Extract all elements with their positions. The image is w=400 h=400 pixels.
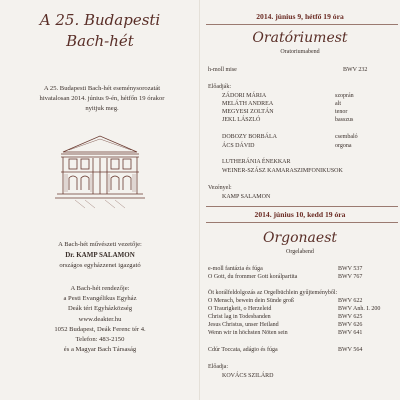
- work-bwv: BWV 564: [338, 347, 363, 353]
- artistic-director: [0, 240, 200, 271]
- intro-line: hivatalosan 2014. június 9-én, hétfőn 19 órakor: [39, 95, 165, 102]
- chorale-bwv: BWV 641: [338, 330, 363, 336]
- soloist-name: JEKL LÁSZLÓ: [222, 117, 261, 123]
- soloist-name: MELÁTH ANDREA: [222, 101, 274, 107]
- conductor-label-row: [208, 184, 398, 192]
- ensemble-name: WEINER-SZÁSZ KAMARASZIMFONIKUSOK: [222, 168, 343, 174]
- soloist-name: MEGYESI ZOLTÁN: [222, 109, 274, 115]
- chorale-bwv: BWV 622: [338, 298, 363, 304]
- organizer-line: és a Magyar Bach Társaság: [63, 346, 137, 354]
- director-name: Dr. KAMP SALAMON: [65, 251, 135, 259]
- concert1-subtitle: Oratoriumabend: [280, 49, 320, 55]
- performers-label: [208, 83, 398, 91]
- work-title: e-moll fantázia és fúga: [208, 266, 263, 272]
- ensemble-row: [208, 167, 398, 175]
- chorale-title: Jesus Christus, unser Heiland: [208, 322, 279, 328]
- intro-line: nyitjuk meg.: [85, 105, 119, 112]
- soloist-row: [208, 116, 398, 124]
- instrumentalist-name: ÁCS DÁVID: [222, 143, 255, 149]
- intro-text: [14, 84, 190, 114]
- soloist-voice: basszus: [335, 117, 354, 123]
- festival-title-line2: Bach-hét: [66, 32, 134, 50]
- divider: [206, 206, 398, 207]
- intro-line: A 25. Budapesti Bach-hét eseménysorozatát: [43, 85, 161, 92]
- chorale-bwv: BWV Anh. I. 200: [338, 306, 381, 312]
- soloist-voice: tenor: [335, 109, 348, 115]
- work-bwv: BWV 232: [343, 67, 368, 73]
- work-bwv: BWV 767: [338, 274, 363, 280]
- work-row: [208, 265, 398, 273]
- work-bwv: BWV 537: [338, 266, 363, 272]
- concert1-date: 2014. június 9, hétfő 19 óra: [256, 12, 344, 21]
- organizer-line: a Pesti Evangélikus Egyház: [63, 295, 137, 303]
- organizer-line: www.deakter.hu: [78, 315, 122, 323]
- ensemble-row: [208, 158, 398, 166]
- soloist-row: [208, 108, 398, 116]
- director-intro: A Bach-hét művészeti vezetője:: [58, 241, 142, 248]
- performer-label: Előadja:: [208, 364, 228, 370]
- concert1-title: Oratóriumest: [252, 30, 348, 46]
- performer-label-row: [208, 363, 398, 371]
- performers-label-text: Előadják:: [208, 84, 231, 90]
- organizer-line: Telefon: 483-2150: [75, 336, 125, 344]
- conductor-row: [208, 193, 398, 201]
- chorales-intro: Öt korálfeldolgozás az Orgelbüchlein gyűjteményből:: [208, 290, 338, 296]
- conductor-name: KAMP SALAMON: [222, 194, 271, 200]
- chorale-row: [208, 329, 398, 337]
- chorale-title: O Mensch, bewein dein Sünde groß: [208, 298, 294, 304]
- conductor-label: Vezényel:: [208, 185, 232, 191]
- instrumentalist-row: [208, 142, 398, 150]
- instrumentalist-instrument: csembaló: [335, 134, 358, 140]
- soloist-name: ZÁDORI MÁRIA: [222, 93, 267, 99]
- work-row: [208, 66, 398, 74]
- soloist-voice: szoprán: [335, 93, 354, 99]
- concert2-subtitle: Orgelabend: [286, 249, 314, 255]
- work-title: Cdúr Toccata, adágio és fúga: [208, 347, 278, 353]
- work-title: h-moll mise: [208, 67, 237, 73]
- chorales-intro-row: [208, 289, 398, 297]
- instrumentalist-name: DOBOZY BORBÁLA: [222, 134, 277, 140]
- festival-title-line1: A 25. Budapesti: [39, 11, 161, 29]
- divider: [206, 222, 398, 223]
- concert2-title: Orgonaest: [262, 230, 338, 246]
- performer-row: [208, 372, 398, 380]
- chorale-row: [208, 305, 398, 313]
- director-role: országos egyházzenei igazgató: [59, 262, 141, 269]
- chorale-title: Christ lag in Todesbanden: [208, 314, 271, 320]
- chorale-row: [208, 313, 398, 321]
- organizer-line: 1052 Budapest, Deák Ferenc tér 4.: [54, 325, 146, 333]
- soloist-voice: alt: [335, 101, 341, 107]
- chorale-bwv: BWV 625: [338, 314, 363, 320]
- church-illustration: [55, 128, 145, 210]
- right-panel: [200, 0, 400, 400]
- work-title: O Gott, du frommer Gott korálpartita: [208, 274, 298, 280]
- instrumentalist-row: [208, 133, 398, 141]
- chorale-bwv: BWV 626: [338, 322, 363, 328]
- ensemble-name: LUTHERÁNIA ÉNEKKAR: [222, 159, 291, 165]
- organizers-intro: A Bach-hét rendezője:: [70, 285, 130, 292]
- concert2-date: 2014. június 10, kedd 19 óra: [254, 210, 346, 219]
- organizer-line: Deák téri Egyházközség: [67, 305, 133, 313]
- chorale-row: [208, 321, 398, 329]
- instrumentalist-instrument: orgona: [335, 143, 352, 149]
- soloist-row: [208, 100, 398, 108]
- work-row: [208, 273, 398, 281]
- work-row: [208, 346, 398, 354]
- divider: [206, 24, 398, 25]
- chorale-title: O Traurigkeit, o Herzeleid: [208, 306, 272, 312]
- chorale-row: [208, 297, 398, 305]
- soloist-row: [208, 92, 398, 100]
- performer-name: KOVÁCS SZILÁRD: [222, 373, 274, 379]
- chorale-title: Wenn wir in höchsten Nöten sein: [208, 330, 288, 336]
- organizers: [0, 284, 200, 355]
